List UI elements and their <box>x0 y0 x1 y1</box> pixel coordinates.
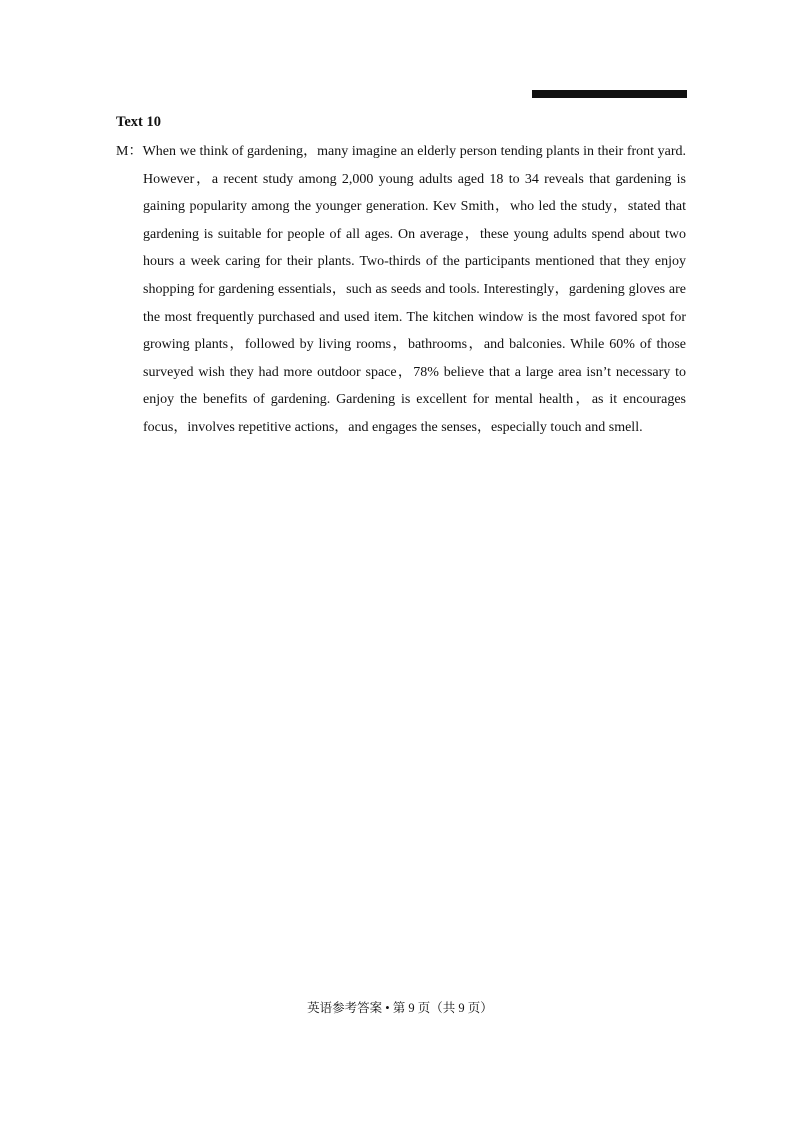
section-title: Text 10 <box>116 114 161 130</box>
speaker-label: M： <box>116 144 143 159</box>
transcript-paragraph <box>116 138 686 442</box>
page-footer: 英语参考答案 • 第 9 页（共 9 页） <box>307 1001 493 1015</box>
header-bar <box>532 90 687 98</box>
transcript-text: When we think of gardening，many imagine an elderly person tending plants in their front yard. However，a recent study among 2,000 young adults aged 18 to 34 reveals that gardening is gaining popularity among the younger generation. Kev Smith，who led the study，stated that gardening is suitable for people of all ages. On average，these young adults spend about two hours a week caring for their plants. Two-thirds of the participants mentioned that they enjoy shopping for gardening essentials，such as seeds and tools. Interestingly，gardening gloves are the most frequently purchased and used item. The kitchen window is the most favored spot for growing plants，followed by living rooms，bathrooms，and balconies. While 60% of those surveyed wish they had more outdoor space，78% believe that a large area isn’t necessary to enjoy the benefits of gardening. Gardening is excellent for mental health，as it encourages focus，involves repetitive actions，and engages the senses，especially touch and smell. <box>142 144 686 435</box>
